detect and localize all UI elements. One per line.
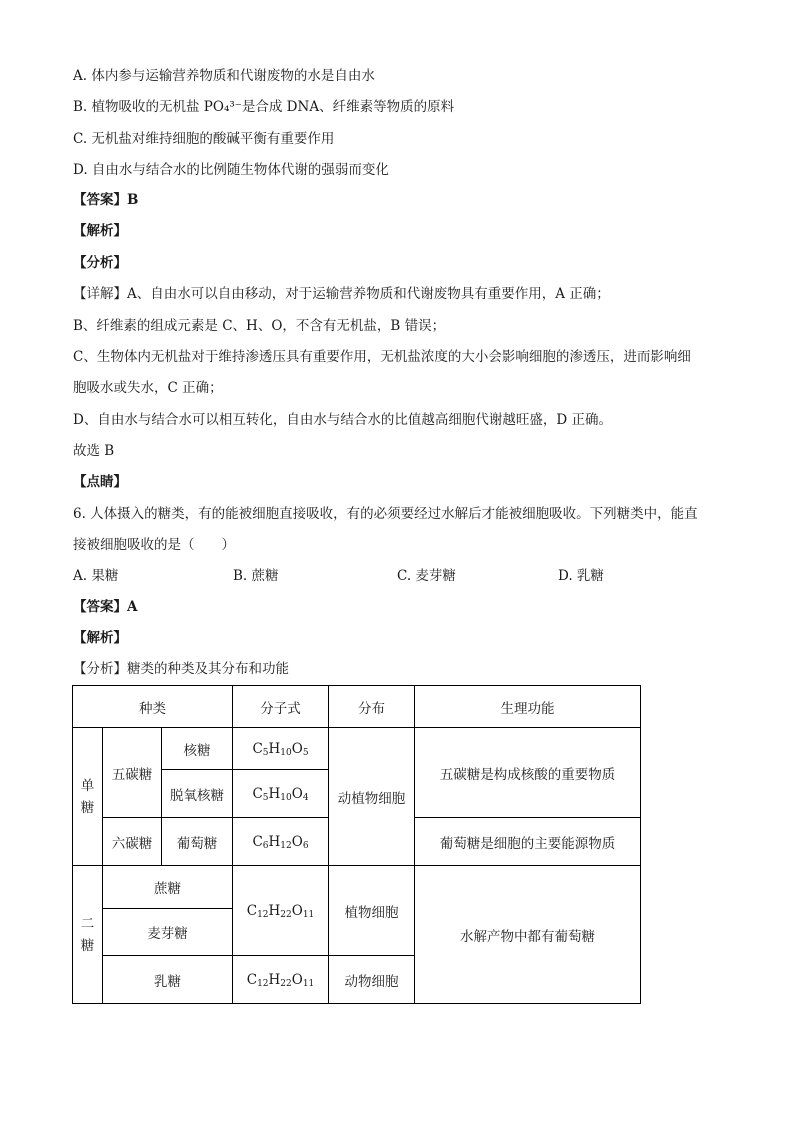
question-6-stem: 6. 人体摄入的糖类，有的能被细胞直接吸收，有的必须要经过水解后才能被细胞吸收。下列糖类中，能直 <box>73 506 698 522</box>
analysis-heading: 【解析】 <box>73 223 127 239</box>
detail-line: D、自由水与结合水可以相互转化，自由水与结合水的比值越高细胞代谢越旺盛，D 正确。 <box>73 412 612 428</box>
option-b-text: B. 植物吸收的无机盐 PO₄³⁻是合成 DNA、纤维素等物质的原料 <box>73 99 455 115</box>
deoxyribose-cell: 脱氧核糖 <box>162 770 233 818</box>
q6-option-c: C. 麦芽糖 <box>397 568 456 584</box>
table-header-row <box>73 686 641 728</box>
q6-option-d: D. 乳糖 <box>558 568 604 584</box>
ribose-formula: $C_5H_{10}O_5$ <box>233 728 329 770</box>
header-formula: 分子式 <box>233 686 329 728</box>
fenxi-heading: 【分析】 <box>73 255 127 271</box>
table-row <box>73 866 641 909</box>
glucose-cell: 葡萄糖 <box>162 818 233 866</box>
deoxyribose-formula: $C_5H_{10}O_4$ <box>233 770 329 818</box>
fenxi-heading-2: 【分析】糖类的种类及其分布和功能 <box>73 661 289 677</box>
glucose-formula: $C_6H_{12}O_6$ <box>233 818 329 866</box>
sucrose-cell: 蔗糖 <box>103 866 233 909</box>
sugar-table <box>72 685 641 1004</box>
disaccharide-formula-plant: $C_{12}H_{22}O_{11}$ <box>233 866 329 956</box>
hexose-cell: 六碳糖 <box>103 818 162 866</box>
detail-line: C、生物体内无机盐对于维持渗透压具有重要作用，无机盐浓度的大小会影响细胞的渗透压，进而影响细 <box>73 349 691 365</box>
q6-option-a: A. 果糖 <box>73 568 119 584</box>
table-row <box>73 728 641 770</box>
header-function: 生理功能 <box>415 686 641 728</box>
monosaccharide-label <box>73 728 103 866</box>
animal-cell-distribution: 动物细胞 <box>329 956 415 1004</box>
analysis-heading-2: 【解析】 <box>73 630 127 646</box>
option-c-text: C. 无机盐对维持细胞的酸碱平衡有重要作用 <box>73 131 335 147</box>
disaccharide-formula-animal: $C_{12}H_{22}O_{11}$ <box>233 956 329 1004</box>
disaccharide-text: 二糖 <box>80 915 95 954</box>
header-type: 种类 <box>73 686 233 728</box>
option-d-text: D. 自由水与结合水的比例随生物体代谢的强弱而变化 <box>73 162 389 178</box>
maltose-cell: 麦芽糖 <box>103 909 233 956</box>
dianjing-heading: 【点睛】 <box>73 474 127 490</box>
conclusion-line: 故选 B <box>73 443 115 459</box>
q6-option-b: B. 蔗糖 <box>233 568 279 584</box>
option-a-text: A. 体内参与运输营养物质和代谢废物的水是自由水 <box>73 68 375 84</box>
question-6-stem-cont: 接被细胞吸收的是（ ） <box>73 537 235 553</box>
monosaccharide-text: 单糖 <box>80 777 95 816</box>
plant-cell-distribution: 植物细胞 <box>329 866 415 956</box>
glucose-function-cell: 葡萄糖是细胞的主要能源物质 <box>415 818 641 866</box>
pentose-function-cell: 五碳糖是构成核酸的重要物质 <box>415 728 641 818</box>
lactose-cell: 乳糖 <box>103 956 233 1004</box>
disaccharide-label <box>73 866 103 1004</box>
disaccharide-function-cell: 水解产物中都有葡萄糖 <box>415 866 641 1004</box>
mono-distribution-cell: 动植物细胞 <box>329 728 415 866</box>
answer-label: 【答案】B <box>73 192 139 208</box>
header-distribution: 分布 <box>329 686 415 728</box>
detail-line: B、纤维素的组成元素是 C、H、O，不含有无机盐，B 错误； <box>73 318 446 334</box>
ribose-cell: 核糖 <box>162 728 233 770</box>
answer-label-2: 【答案】A <box>73 599 138 615</box>
pentose-cell: 五碳糖 <box>103 728 162 818</box>
detail-line: 【详解】A、自由水可以自由移动，对于运输营养物质和代谢废物具有重要作用，A 正确； <box>73 286 610 302</box>
detail-line: 胞吸水或失水，C 正确； <box>73 380 223 396</box>
